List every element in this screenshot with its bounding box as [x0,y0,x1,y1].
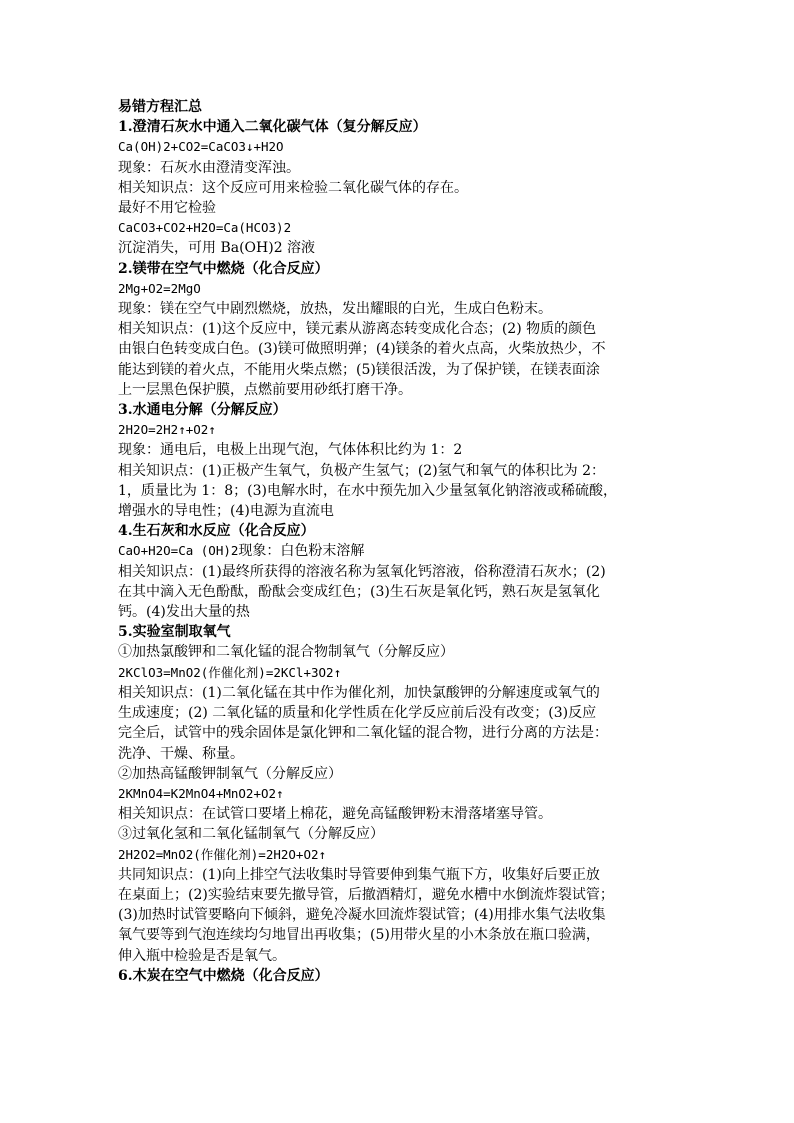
section-5-equation-3: 2H2O2=MnO2(作催化剂)=2H2O+O2↑ [118,846,327,862]
section-5-note-3-line: 伸入瓶中检验是否是氧气。 [118,947,286,964]
section-1-equation-2: CaCO3+CO2+H2O=Ca(HCO3)2 [118,220,292,236]
section-5-subheading-2: ②加热高锰酸钾制氧气（分解反应） [118,765,342,782]
section-1-equation: Ca(OH)2+CO2=CaCO3↓+H2O [118,139,284,155]
section-3-note-line: 相关知识点：(1)正极产生氧气，负极产生氢气；(2)氢气和氧气的体积比为 2： [118,462,606,479]
section-2-heading: 2.镁带在空气中燃烧（化合反应） [118,260,329,277]
section-1-phenomenon: 现象：石灰水由澄清变浑浊。 [118,159,300,176]
section-4-heading: 4.生石灰和水反应（化合反应） [118,523,315,540]
section-2-note-line: 相关知识点：(1)这个反应中，镁元素从游离态转变成化合态；(2) 物质的颜色 [118,321,597,338]
section-2-note-line: 能达到镁的着火点，不能用火柴点燃；(5)镁很活泼，为了保护镁，在镁表面涂 [118,361,600,378]
section-5-note-3-line: 共同知识点：(1)向上排空气法收集时导管要伸到集气瓶下方，收集好后要正放 [118,866,600,883]
section-5-note-1-line: 洗净、干燥、称量。 [118,745,244,762]
section-2-equation: 2Mg+O2=2MgO [118,280,201,296]
section-4-phenomenon: 现象：白色粉末溶解 [238,543,365,560]
section-5-note-1-line: 相关知识点：(1)二氧化锰在其中作为催化剂，加快氯酸钾的分解速度或氧气的 [118,684,600,701]
section-5-note-1-line: 完全后，试管中的残余固体是氯化钾和二氧化锰的混合物，进行分离的方法是： [118,725,608,742]
section-1-note-2: 最好不用它检验 [118,200,216,217]
section-2-note-line: 由银白色转变成白色。(3)镁可做照明弹；(4)镁条的着火点高，火柴放热少，不 [118,341,606,358]
section-4-equation-row [118,541,683,561]
section-5-subheading-1: ①加热氯酸钾和二氧化锰的混合物制氧气（分解反应） [118,644,454,661]
section-5-equation-1: 2KClO3=MnO2(作催化剂)=2KCl+3O2↑ [118,664,342,680]
section-3-note-line: 增强水的导电性；(4)电源为直流电 [118,503,334,520]
section-3-equation: 2H2O=2H2↑+O2↑ [118,422,216,438]
section-6-heading: 6.木炭在空气中燃烧（化合反应） [118,967,329,984]
section-5-subheading-3: ③过氧化氢和二氧化锰制氧气（分解反应） [118,826,384,843]
document-title: 易错方程汇总 [118,99,202,115]
section-5-note-3-line: 氧气要等到气泡连续均匀地冒出再收集；(5)用带火星的小木条放在瓶口验满， [118,927,600,944]
section-1-heading: 1.澄清石灰水中通入二氧化碳气体（复分解反应） [118,119,427,136]
section-5-note-3-line: 在桌面上；(2)实验结束要先撤导管，后撤酒精灯，避免水槽中水倒流炸裂试管； [118,886,614,903]
section-5-note-2: 相关知识点：在试管口要堵上棉花，避免高锰酸钾粉末滑落堵塞导管。 [118,806,552,823]
section-3-heading: 3.水通电分解（分解反应） [118,402,287,419]
section-2-note-line: 上一层黑色保护膜，点燃前要用砂纸打磨干净。 [118,381,412,398]
document-page [118,97,683,986]
section-5-note-3-line: (3)加热时试管要略向下倾斜，避免冷凝水回流炸裂试管；(4)用排水集气法收集 [118,907,606,924]
section-5-equation-2: 2KMnO4=K2MnO4+MnO2+O2↑ [118,785,284,801]
section-5-heading: 5.实验室制取氧气 [118,624,231,641]
section-1-note: 相关知识点：这个反应可用来检验二氧化碳气体的存在。 [118,179,468,196]
section-4-equation: CaO+H2O=Ca (OH)2 [118,543,239,559]
section-4-note-line: 钙。(4)发出大量的热 [118,604,250,621]
section-2-phenomenon: 现象：镁在空气中剧烈燃烧，放热，发出耀眼的白光，生成白色粉末。 [118,301,552,318]
section-3-note-line: 1，质量比为 1：8；(3)电解水时，在水中预先加入少量氢氧化钠溶液或稀硫酸， [118,482,618,499]
section-4-note-line: 相关知识点：(1)最终所获得的溶液名称为氢氧化钙溶液，俗称澄清石灰水；(2) [118,563,606,580]
section-4-note-line: 在其中滴入无色酚酞，酚酞会变成红色；(3)生石灰是氧化钙，熟石灰是氢氧化 [118,583,600,600]
section-5-note-1-line: 生成速度；(2) 二氧化锰的质量和化学性质在化学反应前后没有改变；(3)反应 [118,705,597,722]
section-1-note-3: 沉淀消失，可用 Ba(OH)2 溶液 [118,240,316,257]
section-3-phenomenon: 现象：通电后，电极上出现气泡，气体体积比约为 1：2 [118,442,463,459]
